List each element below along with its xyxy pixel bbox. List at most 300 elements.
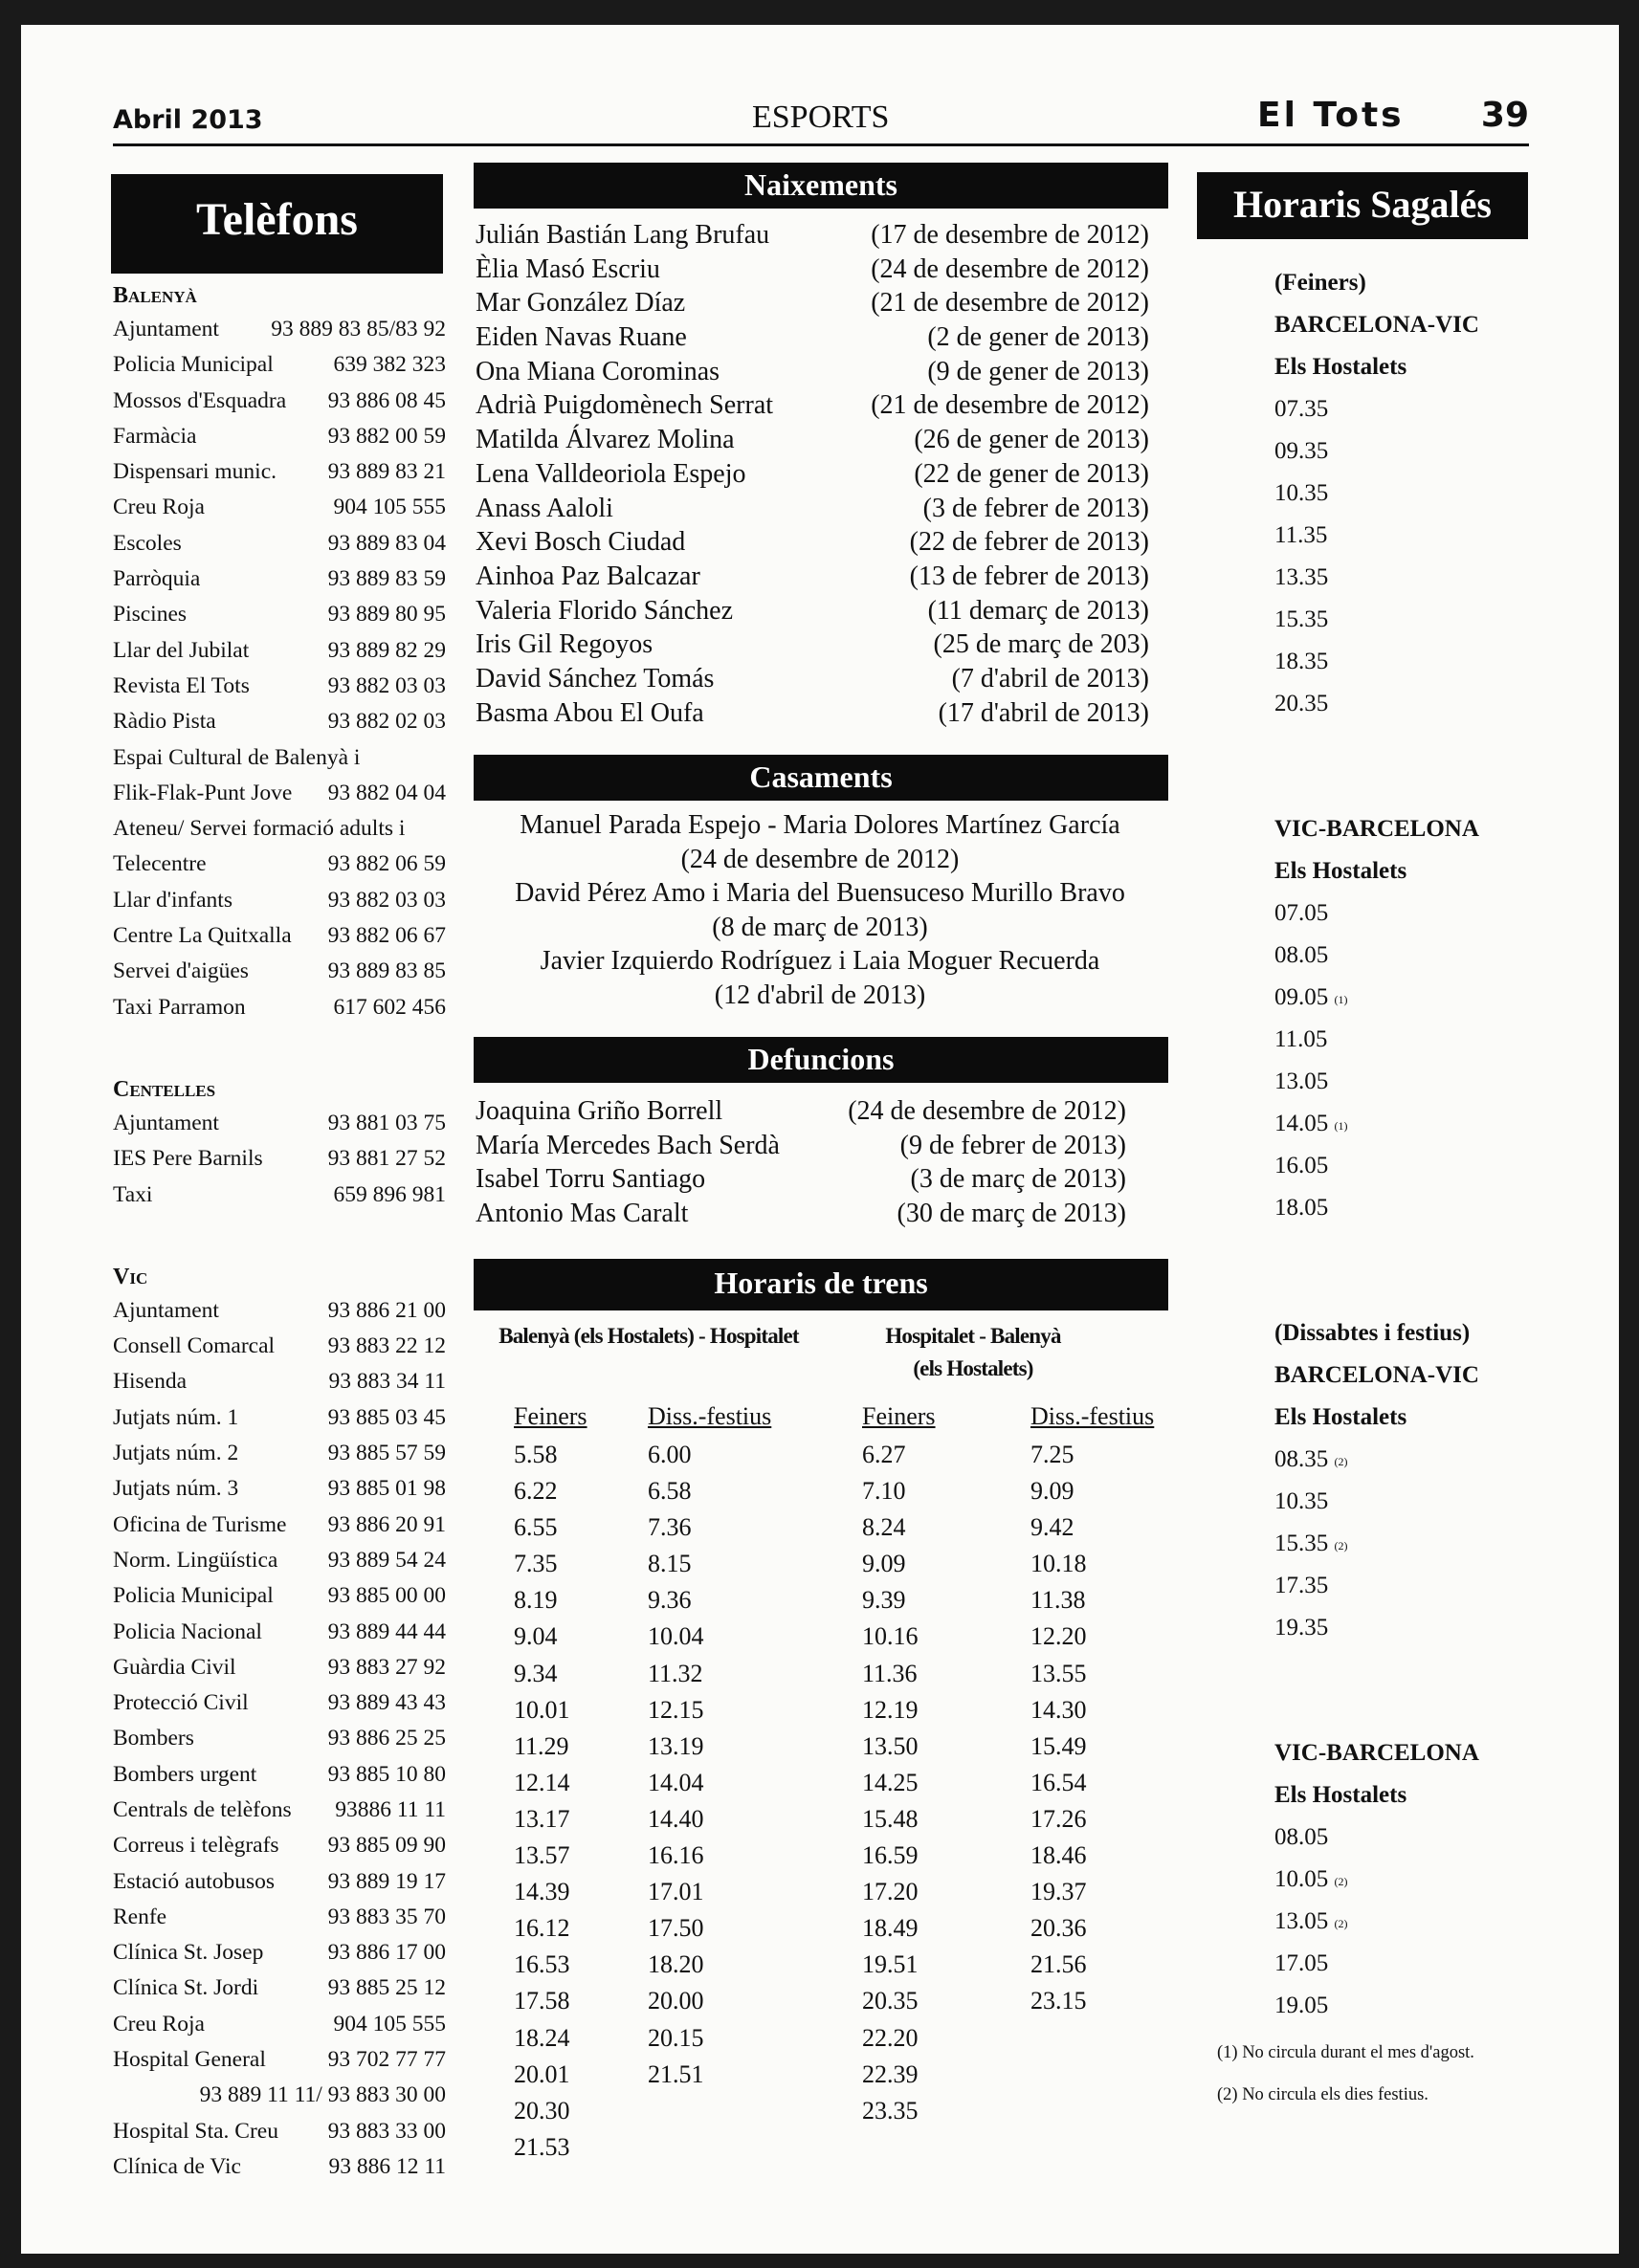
naixements-title: Naixements (474, 163, 1168, 209)
person-name: Lena Valldeoriola Espejo (476, 458, 746, 489)
phone-entry (113, 633, 446, 669)
phone-entry-name: Centre La Quitxalla (113, 923, 292, 949)
departure-time: 6.00 (648, 1441, 692, 1468)
phone-entry (113, 2078, 446, 2113)
bus-block-heading: (Dissabtes i festius) (1274, 1320, 1471, 1346)
bus-departure-time: 10.35 (1274, 1488, 1329, 1514)
phone-entry-number: 93 881 27 52 (327, 1146, 446, 1172)
phone-entry (113, 1508, 446, 1543)
bus-block-heading: Els Hostalets (1274, 1782, 1407, 1808)
phone-entry (113, 561, 446, 597)
departure-time: 21.56 (1030, 1950, 1087, 1979)
bus-notes (1217, 2032, 1542, 2116)
phone-entry-number: 93 883 22 12 (327, 1333, 446, 1359)
bus-departure (1274, 1481, 1561, 1523)
marriage-date: (24 de desembre de 2012) (680, 844, 960, 874)
phone-entry-number: 93 889 83 04 (327, 530, 446, 556)
bus-departure-time: 08.05 (1274, 942, 1329, 968)
person-name: Èlia Masó Escriu (476, 253, 660, 284)
departure-time: 16.16 (648, 1841, 704, 1870)
phone-entry (113, 954, 446, 989)
departure-time: 15.49 (1030, 1731, 1087, 1760)
phone-entry-number: 93 889 44 44 (327, 1618, 446, 1644)
phone-entry-number: 93 882 04 04 (327, 780, 446, 805)
phone-entry (113, 883, 446, 918)
bus-block-heading: (Feiners) (1274, 270, 1366, 296)
bus-departure (1274, 430, 1561, 473)
phone-entry-number: 93 885 10 80 (327, 1761, 446, 1787)
phone-entry-name: Farmàcia (113, 423, 197, 449)
person-name: Valeria Florido Sánchez (476, 595, 734, 626)
departure-time: 6.22 (514, 1477, 558, 1506)
phone-entry-name: Telecentre (113, 851, 207, 877)
departure-time: 17.20 (862, 1878, 919, 1906)
phone-entry-number: 93 702 77 77 (327, 2047, 446, 2073)
phone-entry (113, 419, 446, 454)
list-item (476, 1197, 1126, 1231)
bus-departure-time: 13.05 (1274, 1068, 1329, 1094)
phone-entry-name: Jutjats núm. 3 (113, 1476, 239, 1502)
phone-entry (113, 2007, 446, 2042)
event-date: (22 de gener de 2013) (914, 458, 1149, 489)
event-date: (30 de març de 2013) (897, 1199, 1126, 1229)
departure-time: 10.18 (1030, 1550, 1087, 1578)
phone-group-heading: Balenyà (113, 283, 197, 308)
departure-time: 8.15 (648, 1550, 692, 1578)
phone-entry-name: Clínica de Vic (113, 2153, 241, 2179)
phone-entry (113, 1364, 446, 1399)
bus-departure (1274, 1607, 1561, 1649)
marriage-couple: Manuel Parada Espejo - Maria Dolores Martínez García (520, 810, 1120, 840)
marriage-couple: Javier Izquierdo Rodríguez i Laia Moguer Recuerda (540, 946, 1100, 976)
bus-departure-time: 15.35 (1274, 1530, 1329, 1556)
person-name: Mar González Díaz (476, 288, 686, 319)
phone-entry (113, 1721, 446, 1756)
phone-entry-number: 904 105 555 (333, 2011, 446, 2037)
phone-entry (113, 347, 446, 383)
phone-entry (113, 1971, 446, 2006)
phone-entry-name: Estació autobusos (113, 1868, 276, 1894)
bus-departure-time: 18.05 (1274, 1195, 1329, 1221)
bus-departure-time: 14.05 (1274, 1111, 1329, 1136)
phone-entry (113, 1178, 446, 1213)
phone-entry-name: Flik-Flak-Punt Jove (113, 780, 293, 805)
departure-time: 7.25 (1030, 1441, 1074, 1468)
departure-time: 7.36 (648, 1513, 692, 1542)
bus-departure-time: 08.05 (1274, 1824, 1329, 1850)
bus-departure-time: 11.35 (1274, 522, 1328, 548)
departure-time: 9.34 (514, 1659, 558, 1687)
bus-departure-time: 08.35 (1274, 1446, 1329, 1472)
timetable-column-heading: Diss.-festius (648, 1402, 772, 1430)
phone-entry (113, 1685, 446, 1721)
departure-time: 13.19 (648, 1731, 704, 1760)
list-item (476, 492, 1149, 526)
phone-group-heading: Centelles (113, 1076, 216, 1102)
bus-departure (1274, 892, 1561, 935)
list-item (476, 1129, 1126, 1163)
event-date: (22 de febrer de 2013) (909, 527, 1149, 558)
bus-departure-time: 07.05 (1274, 900, 1329, 926)
departure-time: 17.01 (648, 1878, 704, 1906)
event-date: (26 de gener de 2013) (914, 425, 1149, 455)
phone-entry-number: 93 882 03 03 (327, 887, 446, 913)
departure-time: 18.46 (1030, 1841, 1087, 1870)
departure-time: 23.15 (1030, 1987, 1087, 2015)
bus-block-heading: BARCELONA-VIC (1274, 1362, 1479, 1388)
bus-departure (1274, 557, 1561, 599)
bus-departure (1274, 1859, 1561, 1901)
departure-time: 7.35 (514, 1550, 558, 1578)
bus-departure-time: 20.35 (1274, 691, 1329, 716)
bus-departure-time: 18.35 (1274, 649, 1329, 674)
event-date: (24 de desembre de 2012) (871, 253, 1149, 284)
event-date: (9 de gener de 2013) (927, 356, 1149, 386)
departure-time: 13.50 (862, 1731, 919, 1760)
defuncions-title: Defuncions (474, 1037, 1168, 1083)
phone-entry-number: 93 889 83 85/83 92 (271, 317, 446, 341)
bus-departure-time: 11.05 (1274, 1026, 1328, 1052)
departure-time: 6.58 (648, 1477, 692, 1506)
bus-block-heading: VIC-BARCELONA (1274, 1740, 1479, 1766)
departure-time: 9.09 (1030, 1477, 1074, 1506)
route-hospitalet-balenya-sub: (els Hostalets) (913, 1356, 1033, 1380)
timetable-column-heading: Feiners (862, 1402, 936, 1430)
list-item (476, 218, 1149, 253)
list-item (476, 662, 1149, 696)
phone-entry-name: Hisenda (113, 1369, 188, 1395)
departure-time: 12.20 (1030, 1622, 1087, 1651)
phone-entry-name: Escoles (113, 530, 182, 556)
list-item (476, 1094, 1126, 1129)
event-date: (17 d'abril de 2013) (938, 697, 1149, 728)
bus-departure (1274, 1943, 1561, 1985)
publication-name: El Tots (1257, 96, 1405, 135)
timetable-column-heading: Diss.-festius (1030, 1402, 1155, 1430)
phone-entry (113, 2042, 446, 2078)
event-date: (11 demarç de 2013) (927, 595, 1149, 626)
departure-time: 20.15 (648, 2023, 704, 2052)
bus-departure-time: 07.35 (1274, 396, 1329, 422)
event-date: (2 de gener de 2013) (927, 322, 1149, 353)
phone-entry-name: Ateneu/ Servei formació adults i (113, 816, 406, 842)
phone-entry-name: Ràdio Pista (113, 709, 216, 735)
bus-departure-note: (2) (1334, 1539, 1348, 1552)
list-item (476, 355, 1149, 389)
phone-entry-number: 93 883 35 70 (327, 1904, 446, 1929)
event-date: (13 de febrer de 2013) (909, 561, 1149, 591)
departure-time: 14.30 (1030, 1695, 1087, 1724)
departure-time: 14.40 (648, 1804, 704, 1833)
departure-time: 10.04 (648, 1622, 704, 1651)
phone-entry-name: Correus i telègrafs (113, 1833, 279, 1859)
phone-entry-number: 93 885 57 59 (327, 1441, 446, 1466)
bus-departure (1274, 515, 1561, 557)
bus-departure (1274, 388, 1561, 430)
bus-departure-time: 10.35 (1274, 480, 1329, 506)
departure-time: 16.12 (514, 1914, 570, 1943)
departure-time: 16.53 (514, 1950, 570, 1979)
phone-entry-name: Creu Roja (113, 2011, 205, 2037)
phone-entry-number: 617 602 456 (333, 994, 446, 1020)
bus-departure (1274, 1523, 1561, 1565)
bus-departure-time: 16.05 (1274, 1153, 1329, 1178)
event-date: (9 de febrer de 2013) (899, 1130, 1126, 1160)
list-item (476, 525, 1149, 560)
phone-entry (113, 490, 446, 525)
phone-entry-name: Espai Cultural de Balenyà i (113, 744, 361, 770)
phone-entry-number: 93 882 03 03 (327, 672, 446, 698)
phone-entry-number: 93 889 83 21 (327, 459, 446, 485)
phone-entry-number: 93 889 43 43 (327, 1690, 446, 1716)
phone-entry-name: Consell Comarcal (113, 1333, 276, 1359)
bus-departure (1274, 1103, 1561, 1145)
phone-entry (113, 1793, 446, 1828)
phone-entry (113, 740, 446, 776)
list-item (476, 286, 1149, 320)
departure-time: 19.51 (862, 1950, 919, 1979)
issue-date: Abril 2013 (113, 105, 263, 135)
departure-time: 23.35 (862, 2096, 919, 2125)
phone-entry-name: Ajuntament (113, 317, 219, 341)
phone-entry-name: Policia Municipal (113, 352, 274, 378)
phone-entry-name: Piscines (113, 602, 188, 628)
phone-entry-name: Creu Roja (113, 495, 205, 520)
route-balenya-hospitalet: Balenyà (els Hostalets) - Hospitalet (498, 1324, 799, 1348)
departure-time: 15.48 (862, 1804, 919, 1833)
timetable-column (1030, 1398, 1154, 2020)
phone-entry-number: 93 889 80 95 (327, 602, 446, 628)
phone-entry-number: 93 886 17 00 (327, 1940, 446, 1966)
marriages-list (476, 808, 1164, 1012)
phone-entry-number: 93 885 09 90 (327, 1833, 446, 1859)
phone-entry-name: Clínica St. Jordi (113, 1975, 259, 2001)
phone-entry-name: Protecció Civil (113, 1690, 249, 1716)
event-date: (3 de febrer de 2013) (922, 493, 1149, 523)
marriage-date: (8 de març de 2013) (712, 912, 928, 942)
departure-time: 10.01 (514, 1695, 570, 1724)
departure-time: 12.14 (514, 1768, 570, 1796)
phone-entry-name: Hospital General (113, 2047, 266, 2073)
bus-departure-time: 09.35 (1274, 438, 1329, 464)
departure-time: 13.55 (1030, 1659, 1087, 1687)
person-name: Iris Gil Regoyos (476, 629, 653, 660)
bus-departure (1274, 1985, 1561, 2027)
phone-entry (113, 918, 446, 954)
departure-time: 11.36 (862, 1659, 918, 1687)
phone-entry-name: Policia Nacional (113, 1618, 262, 1644)
phone-entry-number: 93 889 54 24 (327, 1547, 446, 1573)
phone-entry-number: 93 889 82 29 (327, 637, 446, 663)
phone-entry (113, 776, 446, 811)
departure-time: 21.53 (514, 2132, 570, 2161)
bus-departure (1274, 1901, 1561, 1943)
phone-entry (113, 1400, 446, 1436)
person-name: Ona Miana Corominas (476, 356, 720, 386)
event-date: (21 de desembre de 2012) (871, 390, 1149, 421)
phone-entry-name: Parròquia (113, 566, 201, 592)
bus-departure-time: 17.35 (1274, 1573, 1329, 1598)
phone-entry-number: 904 105 555 (333, 495, 446, 520)
list-item (476, 457, 1149, 492)
trens-title: Horaris de trens (474, 1259, 1168, 1310)
departure-time: 7.10 (862, 1477, 906, 1506)
phone-entry-name: Llar del Jubilat (113, 637, 250, 663)
departure-time: 17.58 (514, 1987, 570, 2015)
phone-entry-name: Centrals de telèfons (113, 1796, 292, 1822)
bus-block-heading: VIC-BARCELONA (1274, 816, 1479, 842)
phone-group-heading: Vic (113, 1264, 148, 1289)
phone-entry-number: 93 883 33 00 (327, 2118, 446, 2144)
marriage-date: (12 d'abril de 2013) (714, 980, 926, 1010)
phone-entry-number: 93 889 83 85 (327, 958, 446, 984)
person-name: Basma Abou El Oufa (476, 697, 704, 728)
person-name: Julián Bastián Lang Brufau (476, 220, 770, 250)
phone-entry-name: Servei d'aigües (113, 958, 249, 984)
bus-departure-note: (1) (1334, 993, 1348, 1006)
phone-entry-name: Dispensari munic. (113, 459, 277, 485)
list-item (476, 1162, 1126, 1197)
timetable-column (862, 1398, 936, 2129)
phone-entry-name: Taxi Parramon (113, 994, 246, 1020)
phone-entry (113, 1293, 446, 1329)
person-name: Antonio Mas Caralt (476, 1199, 689, 1229)
bus-departure (1274, 1817, 1561, 1859)
list-item (476, 696, 1149, 731)
bus-departure (1274, 683, 1561, 725)
departure-time: 16.54 (1030, 1768, 1087, 1796)
phone-entry-name: Guàrdia Civil (113, 1654, 236, 1680)
phone-entry-number: 93 889 83 59 (327, 566, 446, 592)
phone-entry (113, 1436, 446, 1471)
phone-entry (113, 1900, 446, 1935)
phone-entry-name: Ajuntament (113, 1297, 219, 1323)
bus-departure (1274, 1061, 1561, 1103)
route-hospitalet-balenya: Hospitalet - Balenyà (885, 1324, 1061, 1348)
departure-time: 11.38 (1030, 1586, 1086, 1615)
list-item (476, 628, 1149, 662)
person-name: Joaquina Griño Borrell (476, 1096, 723, 1126)
departure-time: 19.37 (1030, 1878, 1087, 1906)
phone-entry (113, 1106, 446, 1141)
sagales-title: Horaris Sagalés (1197, 172, 1528, 239)
departure-time: 20.36 (1030, 1914, 1087, 1943)
person-name: Matilda Álvarez Molina (476, 425, 735, 455)
phone-entry (113, 1864, 446, 1900)
phone-entry (113, 1329, 446, 1364)
phone-entry-number: 93 882 06 59 (327, 851, 446, 877)
bus-departure (1274, 473, 1561, 515)
footnote: (2) No circula els dies festius. (1217, 2085, 1429, 2104)
phone-entry-number: 93886 11 11 (335, 1796, 446, 1822)
timetable-column (648, 1398, 771, 2093)
phone-entry-number: 93 885 03 45 (327, 1404, 446, 1430)
bus-departure-note: (1) (1334, 1119, 1348, 1133)
phone-entry-name: Bombers urgent (113, 1761, 257, 1787)
departure-time: 9.39 (862, 1586, 906, 1615)
departure-time: 18.49 (862, 1914, 919, 1943)
departure-time: 13.57 (514, 1841, 570, 1870)
phone-entry-number: 93 881 03 75 (327, 1110, 446, 1135)
phone-entry-number: 93 889 19 17 (327, 1868, 446, 1894)
phone-entry (113, 1615, 446, 1650)
bus-departure-time: 13.35 (1274, 564, 1329, 590)
departure-time: 9.42 (1030, 1513, 1074, 1542)
group-gap (113, 1213, 446, 1261)
phone-entry (113, 597, 446, 632)
list-item (476, 320, 1149, 355)
bus-departure-time: 13.05 (1274, 1908, 1329, 1934)
bus-departure (1274, 1187, 1561, 1229)
phone-entry (113, 847, 446, 882)
departure-time: 11.32 (648, 1659, 703, 1687)
phone-entry-number: 93 886 25 25 (327, 1726, 446, 1751)
departure-time: 5.58 (514, 1441, 558, 1468)
phone-entry (113, 1543, 446, 1578)
bus-departure (1274, 599, 1561, 641)
event-date: (17 de desembre de 2012) (871, 220, 1149, 250)
person-name: Anass Aaloli (476, 493, 613, 523)
phone-entry (113, 990, 446, 1025)
departure-time: 21.51 (648, 2059, 704, 2088)
phone-entry (113, 1650, 446, 1685)
person-name: David Sánchez Tomás (476, 663, 715, 694)
phone-entry-number: 93 886 12 11 (328, 2153, 446, 2179)
phone-entry (113, 1578, 446, 1614)
bus-departure-time: 19.35 (1274, 1615, 1329, 1640)
departure-time: 22.39 (862, 2059, 919, 2088)
phone-entry-number: 93 883 34 11 (328, 1369, 446, 1395)
bus-departure-time: 15.35 (1274, 606, 1329, 632)
phone-entry (113, 669, 446, 704)
bus-departure-note: (2) (1334, 1875, 1348, 1888)
phone-entry-name: IES Pere Barnils (113, 1146, 263, 1172)
list-item (476, 594, 1149, 628)
departure-time: 9.36 (648, 1586, 692, 1615)
person-name: María Mercedes Bach Serdà (476, 1130, 780, 1160)
departure-time: 20.35 (862, 1987, 919, 2015)
phone-entry (113, 704, 446, 739)
section-name: ESPORTS (752, 99, 890, 135)
bus-departure-note: (2) (1334, 1455, 1348, 1468)
departure-time: 18.24 (514, 2023, 570, 2052)
phone-entry (113, 1935, 446, 1971)
phone-entry-number: 659 896 981 (333, 1181, 446, 1207)
departure-time: 9.09 (862, 1550, 906, 1578)
phone-entry-name: Taxi (113, 1181, 153, 1207)
phone-entry-number: 93 886 08 45 (327, 387, 446, 413)
phone-entry (113, 2149, 446, 2185)
telefons-title: Telèfons (111, 174, 443, 274)
births-list (476, 218, 1149, 730)
page-number: 39 (1480, 96, 1529, 135)
departure-time: 11.29 (514, 1731, 569, 1760)
phone-entry-name: Revista El Tots (113, 672, 250, 698)
bus-departure-time: 10.05 (1274, 1866, 1329, 1892)
bus-block-heading: Els Hostalets (1274, 1404, 1407, 1430)
bus-departure (1274, 1019, 1561, 1061)
timetable-column (514, 1398, 587, 2166)
bus-departure-time: 17.05 (1274, 1950, 1329, 1976)
group-gap (113, 1025, 446, 1073)
phone-entry-name: Hospital Sta. Creu (113, 2118, 278, 2144)
departure-time: 17.50 (648, 1914, 704, 1943)
departure-time: 12.19 (862, 1695, 919, 1724)
phone-entry (113, 1828, 446, 1863)
bus-timetable (1274, 262, 1561, 2027)
phone-entry (113, 312, 446, 347)
phone-entry-name: Llar d'infants (113, 887, 233, 913)
